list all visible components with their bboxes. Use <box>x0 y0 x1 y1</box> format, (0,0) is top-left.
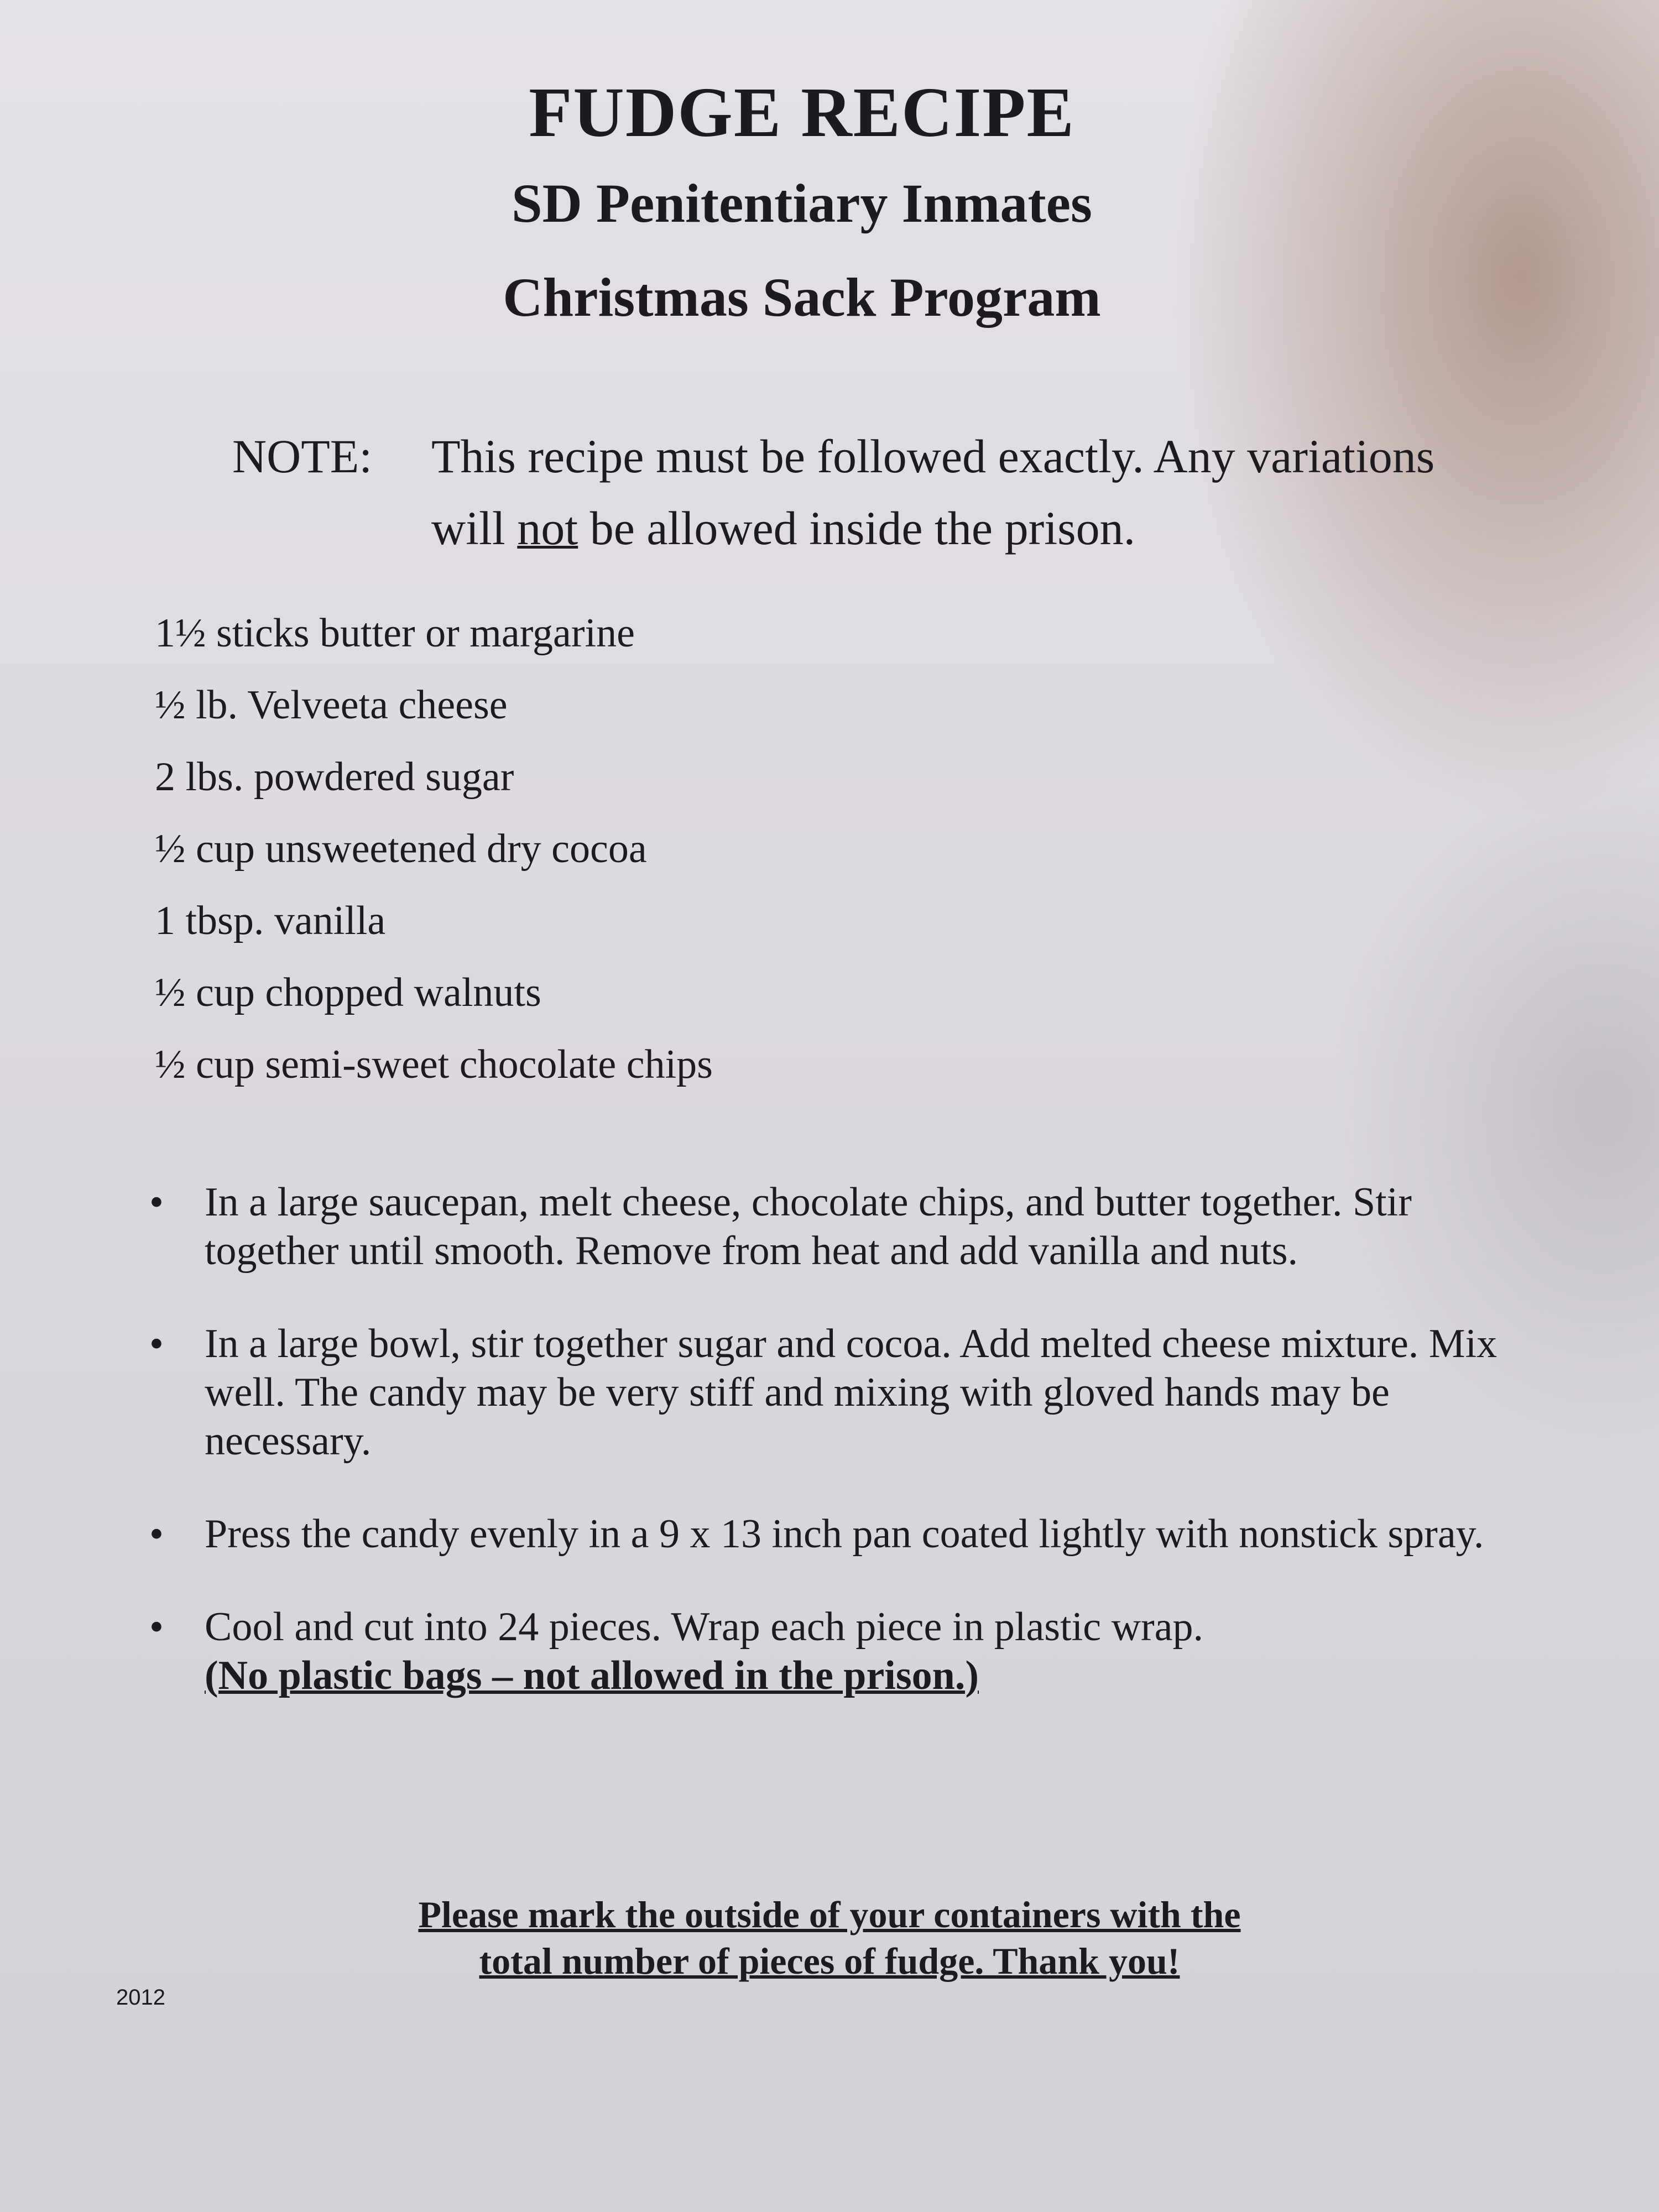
instruction-step <box>127 1178 1510 1275</box>
instruction-step <box>127 1510 1510 1558</box>
ingredient-list <box>155 597 1150 1100</box>
instruction-step <box>127 1603 1510 1700</box>
instruction-text: In a large saucepan, melt cheese, chocolate chips, and butter together. Stir together until smooth. Remove from heat and add vanilla and nuts. <box>205 1180 1412 1274</box>
ingredient-item: 2 lbs. powdered sugar <box>155 754 514 800</box>
subtitle-line-2: Christmas Sack Program <box>503 267 1101 328</box>
instruction-step <box>127 1319 1510 1465</box>
ingredient-item: ½ lb. Velveeta cheese <box>155 682 508 728</box>
plastic-bag-warning: (No plastic bags – not allowed in the prison.) <box>205 1653 979 1698</box>
instruction-text: Cool and cut into 24 pieces. Wrap each piece in plastic wrap. <box>205 1604 1203 1650</box>
instruction-list <box>127 1178 1510 1744</box>
bullet-icon: • <box>149 1511 164 1557</box>
bullet-icon: • <box>149 1180 164 1225</box>
closing-note: Please mark the outside of your containers with the total number of pieces of fudge. Thank you! <box>418 1893 1241 1982</box>
subtitle-line-1: SD Penitentiary Inmates <box>512 173 1092 234</box>
bullet-icon: • <box>149 1321 164 1366</box>
instruction-text: Press the candy evenly in a 9 x 13 inch pan coated lightly with nonstick spray. <box>205 1511 1484 1557</box>
note-label: NOTE: <box>232 430 373 483</box>
instruction-text: In a large bowl, stir together sugar and cocoa. Add melted cheese mixture. Mix well. The candy may be very stiff and mixing with gloved hands may be necessary. <box>205 1321 1498 1464</box>
note-text-before: This recipe must be followed exactly. Any variations will <box>431 430 1435 555</box>
document-year: 2012 <box>116 1985 165 2010</box>
note-text-after: be allowed inside the prison. <box>578 502 1136 555</box>
ingredient-item: ½ cup semi-sweet chocolate chips <box>155 1042 713 1087</box>
note-emphasis: not <box>517 502 578 555</box>
ingredient-item: ½ cup unsweetened dry cocoa <box>155 826 647 872</box>
page-title: FUDGE RECIPE <box>529 73 1075 152</box>
bullet-icon: • <box>149 1604 164 1650</box>
ingredient-item: 1 tbsp. vanilla <box>155 898 386 943</box>
ingredient-item: ½ cup chopped walnuts <box>155 970 541 1015</box>
ingredient-item: 1½ sticks butter or margarine <box>155 611 635 656</box>
recipe-note <box>232 420 1504 564</box>
note-text <box>431 420 1504 564</box>
